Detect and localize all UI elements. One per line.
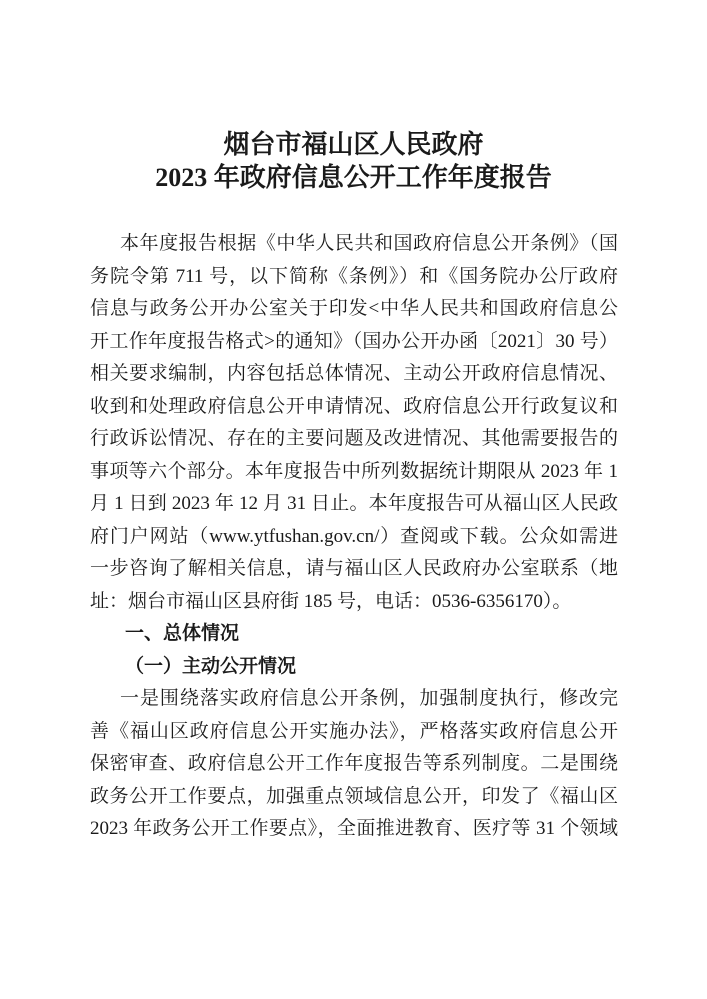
subsection-heading-active-disclosure: （一）主动公开情况 xyxy=(125,655,297,677)
paragraph-line: 事项等六个部分。本年度报告中所列数据统计期限从 2023 年 1 xyxy=(90,460,618,482)
paragraph-line: 保密审查、政府信息公开工作年度报告等系列制度。二是围绕 xyxy=(90,753,618,774)
paragraph-line: 开工作年度报告格式>的通知》（国办公开办函〔2021〕30 号） xyxy=(90,330,618,352)
paragraph-line: 善《福山区政府信息公开实施办法》，严格落实政府信息公开 xyxy=(90,720,618,742)
title-line-2: 2023 年政府信息公开工作年度报告 xyxy=(155,163,552,192)
paragraph-line: 收到和处理政府信息公开申请情况、政府信息公开行政复议和 xyxy=(90,395,618,417)
intro-paragraph xyxy=(90,228,618,618)
section-heading-overall-situation: 一、总体情况 xyxy=(125,623,240,644)
paragraph-line: 一步咨询了解相关信息，请与福山区人民政府办公室联系（地 xyxy=(90,558,618,579)
document-title xyxy=(0,128,707,194)
paragraph-line: 2023 年政务公开工作要点》，全面推进教育、医疗等 31 个领域 xyxy=(90,818,618,839)
paragraph-line: 政务公开工作要点，加强重点领域信息公开，印发了《福山区 xyxy=(90,785,618,807)
paragraph-line: 相关要求编制，内容包括总体情况、主动公开政府信息情况、 xyxy=(90,363,618,384)
paragraph-line: 务院令第 711 号，以下简称《条例》）和《国务院办公厅政府 xyxy=(90,265,618,287)
paragraph-line: 府门户网站（www.ytfushan.gov.cn/）查阅或下载。公众如需进 xyxy=(90,525,618,547)
paragraph-line: 月 1 日到 2023 年 12 月 31 日止。本年度报告可从福山区人民政 xyxy=(90,493,618,514)
paragraph-line: 一是围绕落实政府信息公开条例，加强制度执行，修改完 xyxy=(120,688,618,709)
document-body xyxy=(90,228,618,846)
active-disclosure-paragraph xyxy=(90,683,618,846)
paragraph-line: 本年度报告根据《中华人民共和国政府信息公开条例》（国 xyxy=(120,233,618,254)
paragraph-line: 址：烟台市福山区县府街 185 号，电话：0536-6356170）。 xyxy=(90,590,572,612)
paragraph-line: 行政诉讼情况、存在的主要问题及改进情况、其他需要报告的 xyxy=(90,428,618,449)
paragraph-line: 信息与政务公开办公室关于印发<中华人民共和国政府信息公 xyxy=(90,298,618,319)
title-line-1: 烟台市福山区人民政府 xyxy=(223,130,484,159)
